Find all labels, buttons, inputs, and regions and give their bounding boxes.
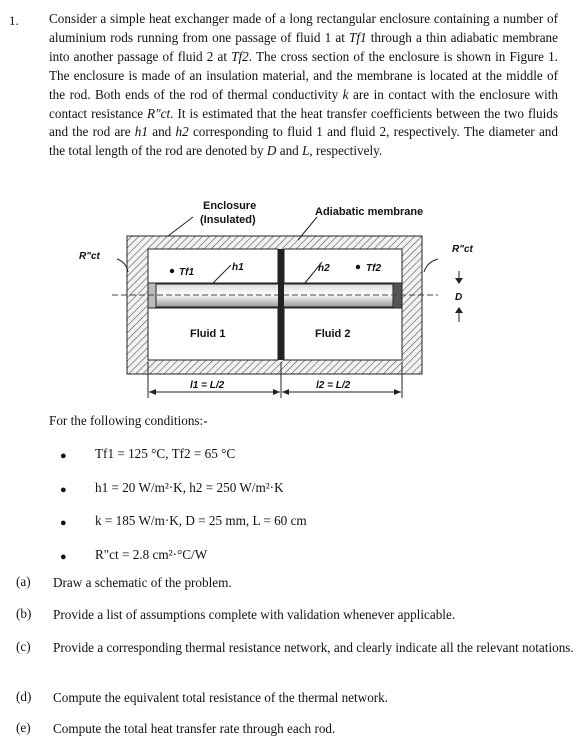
part-b [16,606,456,622]
l1-arrow-right [273,389,280,395]
tf2-label: Tf2 [366,263,381,274]
part-text: Compute the equivalent total resistance of the thermal network. [53,690,389,705]
part-label: (e) [16,720,31,735]
r-left-leader [117,259,128,272]
part-d [16,689,389,705]
part-label: (a) [16,574,31,589]
r-ct-right-label: R"ct [452,244,473,255]
bullet-icon: ● [60,484,67,496]
enclosure-label: Enclosure [203,200,257,212]
tf1-label: Tf1 [179,267,194,278]
intro-text: are in contact with the enclosure with contact resistance [49,86,558,121]
d-arrowhead-top [455,278,463,284]
r-ct-left-label: R"ct [79,251,100,262]
part-a [16,574,232,590]
h2-label: h2 [318,263,330,274]
intro-text: through a thin adiabatic membrane into another passage of fluid 2 at [49,29,558,64]
symbol-tf2: Tf2 [231,48,249,64]
intro-text: and [276,143,303,159]
part-label: (c) [16,639,31,654]
part-text: Provide a corresponding thermal resistance network, and clearly indicate all the relevant notations. [53,640,574,655]
intro-text: . The cross section of the enclosure is shown in Figure 1. The enclosure is made of an insulation material, and the membrane is located at the middle of the rod. Both ends of the rod of thermal conductivity [49,48,558,102]
l1-arrow-left [149,389,156,395]
intro-text: , respectively. [309,143,383,159]
part-c [16,639,574,655]
question-number: 1. [9,13,19,28]
l2-arrow-left [282,389,289,395]
symbol-d: D [266,143,277,159]
membrane-label: Adiabatic membrane [315,206,424,218]
symbol-r-ct: R"ct [147,105,171,121]
h1-label: h1 [232,262,244,273]
part-text: Provide a list of assumptions complete with validation whenever applicable. [53,607,456,622]
tf2-point [356,265,360,269]
condition-item: Tf1 = 125 °C, Tf2 = 65 °C [95,446,236,461]
fluid-passage-2 [284,249,402,283]
symbol-l: L [302,143,310,159]
symbol-k: k [342,86,349,102]
fluid-passage-1 [148,249,278,283]
symbol-tf1: Tf1 [349,29,367,45]
conditions-title: For the following conditions:- [49,413,208,428]
fluid2-label: Fluid 2 [315,328,351,340]
adiabatic-membrane [278,249,284,360]
condition-item: h1 = 20 W/m²·K, h2 = 250 W/m²·K [95,480,284,495]
d-label: D [455,292,463,303]
intro-text: and [147,124,176,140]
condition-item: R"ct = 2.8 cm²·°C/W [95,547,208,562]
symbol-h2: h2 [175,124,189,140]
part-text: Draw a schematic of the problem. [53,575,232,590]
bullet-icon: ● [60,517,67,529]
r-right-leader [424,259,438,272]
part-e [16,720,336,736]
intro-text: Consider a simple heat exchanger made of a long rectangular enclosure containing a number of aluminium rods running from one passage of fluid 1 at [49,11,558,45]
d-arrowhead-bottom [455,307,463,313]
part-label: (b) [16,606,32,621]
l1-label: l1 = L/2 [190,380,225,391]
bullet-icon: ● [60,450,67,462]
l2-arrow-right [394,389,401,395]
l2-label: l2 = L/2 [316,380,351,391]
symbol-h1: h1 [134,124,148,140]
intro-text: . It is estimated that the heat transfer coefficients between the two fluids and the rod are [49,105,558,140]
condition-item: k = 185 W/m·K, D = 25 mm, L = 60 cm [95,513,307,528]
enclosure-leader [168,217,193,236]
bullet-icon: ● [60,551,67,563]
part-text: Compute the total heat transfer rate through each rod. [53,721,336,736]
fluid1-label: Fluid 1 [190,328,226,340]
intro-text: corresponding to fluid 1 and fluid 2, respectively. The diameter and the total length of the rod are denoted by [49,124,558,159]
insulated-label: (Insulated) [200,214,256,226]
part-label: (d) [16,689,32,704]
tf1-point [170,269,174,273]
